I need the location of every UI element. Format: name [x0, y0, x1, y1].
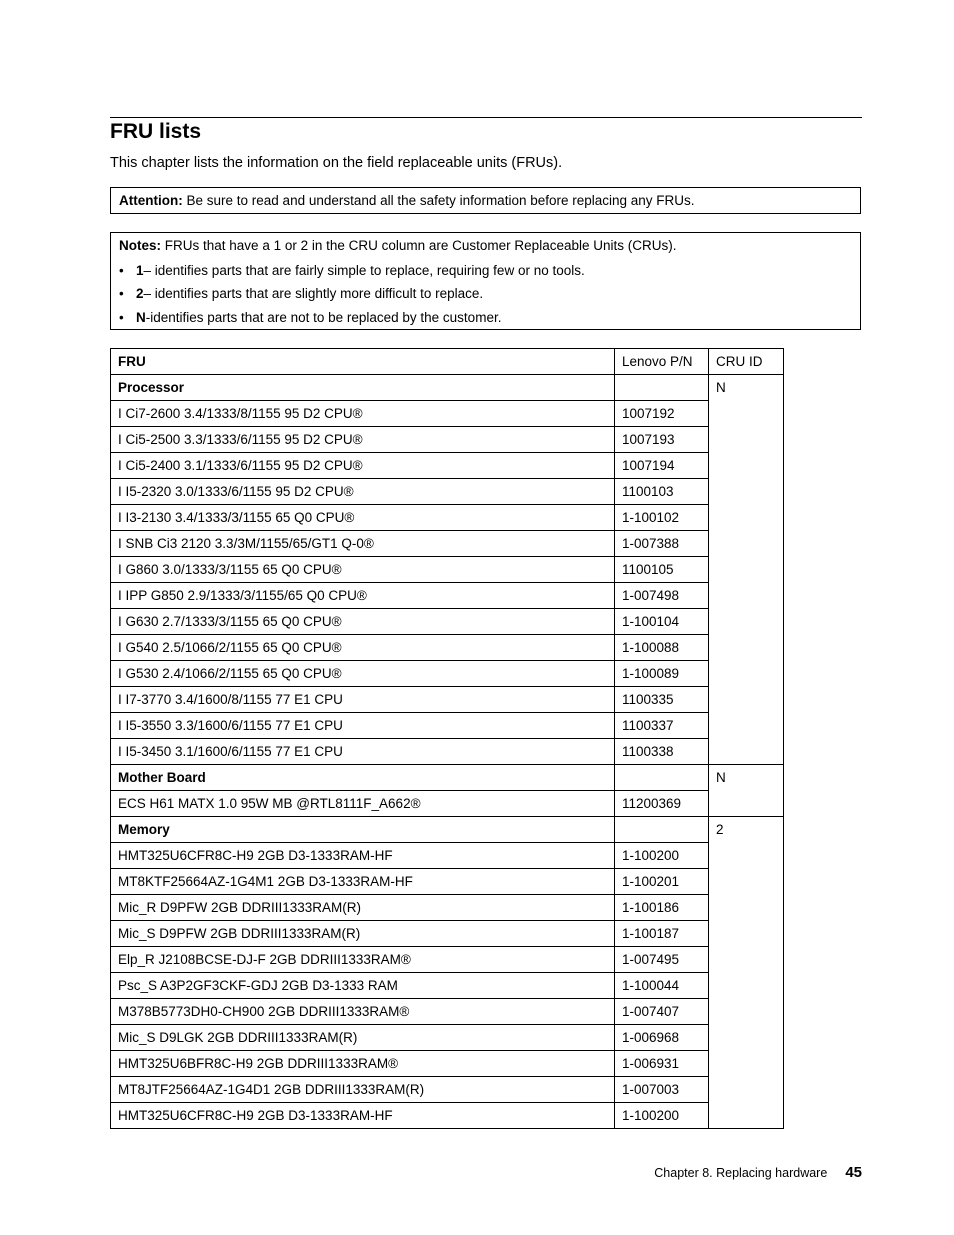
table-row — [111, 921, 784, 947]
lenovo-pn: 1100337 — [615, 713, 709, 739]
notes-bullet — [119, 286, 483, 301]
intro-text: This chapter lists the information on the field replaceable units (FRUs). — [110, 155, 563, 171]
fru-description: ECS H61 MATX 1.0 95W MB @RTL8111F_A662® — [111, 791, 615, 817]
fru-table-body — [111, 375, 784, 1129]
category-name: Memory — [111, 817, 615, 843]
fru-description: M378B5773DH0-CH900 2GB DDRIII1333RAM® — [111, 999, 615, 1025]
table-row — [111, 1051, 784, 1077]
table-row — [111, 999, 784, 1025]
header-cru: CRU ID — [709, 349, 784, 375]
lenovo-pn: 1-100104 — [615, 609, 709, 635]
table-row — [111, 973, 784, 999]
fru-description: I I5-3450 3.1/1600/6/1155 77 E1 CPU — [111, 739, 615, 765]
cru-id: 2 — [709, 817, 784, 1129]
table-row — [111, 609, 784, 635]
bullet-text: – identifies parts that are slightly more difficult to replace. — [143, 286, 484, 301]
table-category-row — [111, 765, 784, 791]
lenovo-pn: 1007194 — [615, 453, 709, 479]
category-pn — [615, 817, 709, 843]
lenovo-pn: 1-007498 — [615, 583, 709, 609]
table-row — [111, 531, 784, 557]
table-row — [111, 947, 784, 973]
lenovo-pn: 1100338 — [615, 739, 709, 765]
lenovo-pn: 1-100088 — [615, 635, 709, 661]
attention-box — [110, 187, 861, 214]
category-name: Processor — [111, 375, 615, 401]
fru-description: HMT325U6BFR8C-H9 2GB DDRIII1333RAM® — [111, 1051, 615, 1077]
lenovo-pn: 1-006931 — [615, 1051, 709, 1077]
notes-line — [119, 238, 676, 253]
lenovo-pn: 1007192 — [615, 401, 709, 427]
table-row — [111, 895, 784, 921]
fru-description: I G530 2.4/1066/2/1155 65 Q0 CPU® — [111, 661, 615, 687]
category-pn — [615, 375, 709, 401]
table-row — [111, 713, 784, 739]
fru-description: HMT325U6CFR8C-H9 2GB D3-1333RAM-HF — [111, 1103, 615, 1129]
table-row — [111, 739, 784, 765]
fru-description: I G540 2.5/1066/2/1155 65 Q0 CPU® — [111, 635, 615, 661]
table-row — [111, 635, 784, 661]
table-row — [111, 557, 784, 583]
fru-description: HMT325U6CFR8C-H9 2GB D3-1333RAM-HF — [111, 843, 615, 869]
fru-description: I G860 3.0/1333/3/1155 65 Q0 CPU® — [111, 557, 615, 583]
category-name: Mother Board — [111, 765, 615, 791]
fru-description: MT8JTF25664AZ-1G4D1 2GB DDRIII1333RAM(R) — [111, 1077, 615, 1103]
table-row — [111, 401, 784, 427]
fru-description: Elp_R J2108BCSE-DJ-F 2GB DDRIII1333RAM® — [111, 947, 615, 973]
table-row — [111, 791, 784, 817]
lenovo-pn: 1-100089 — [615, 661, 709, 687]
attention-label: Attention: — [119, 193, 183, 208]
fru-description: I G630 2.7/1333/3/1155 65 Q0 CPU® — [111, 609, 615, 635]
bullet-icon: • — [119, 286, 124, 301]
table-row — [111, 427, 784, 453]
fru-description: I I5-2320 3.0/1333/6/1155 95 D2 CPU® — [111, 479, 615, 505]
lenovo-pn: 1-007407 — [615, 999, 709, 1025]
bullet-key: N — [136, 310, 146, 325]
lenovo-pn: 1-100044 — [615, 973, 709, 999]
lenovo-pn: 1-007495 — [615, 947, 709, 973]
lenovo-pn: 1100103 — [615, 479, 709, 505]
attention-text: Be sure to read and understand all the safety information before replacing any FRUs. — [186, 193, 695, 208]
lenovo-pn: 1-100201 — [615, 869, 709, 895]
cru-id: N — [709, 765, 784, 817]
table-row — [111, 453, 784, 479]
page-footer — [654, 1164, 862, 1181]
header-fru: FRU — [111, 349, 615, 375]
lenovo-pn: 1-100187 — [615, 921, 709, 947]
fru-description: I Ci5-2500 3.3/1333/6/1155 95 D2 CPU® — [111, 427, 615, 453]
fru-description: I SNB Ci3 2120 3.3/3M/1155/65/GT1 Q-0® — [111, 531, 615, 557]
bullet-text: – identifies parts that are fairly simple to replace, requiring few or no tools. — [143, 263, 585, 278]
bullet-key: 2 — [136, 286, 144, 301]
category-pn — [615, 765, 709, 791]
lenovo-pn: 1007193 — [615, 427, 709, 453]
fru-description: Mic_S D9PFW 2GB DDRIII1333RAM(R) — [111, 921, 615, 947]
fru-description: I I7-3770 3.4/1600/8/1155 77 E1 CPU — [111, 687, 615, 713]
table-row — [111, 583, 784, 609]
title-rule — [110, 117, 862, 118]
table-row — [111, 479, 784, 505]
lenovo-pn: 1-007003 — [615, 1077, 709, 1103]
fru-description: Mic_R D9PFW 2GB DDRIII1333RAM(R) — [111, 895, 615, 921]
lenovo-pn: 1-007388 — [615, 531, 709, 557]
notes-bullet — [119, 263, 585, 278]
bullet-icon: • — [119, 310, 124, 325]
footer-chapter: Chapter 8. Replacing hardware — [654, 1166, 828, 1180]
table-category-row — [111, 817, 784, 843]
lenovo-pn: 1-100186 — [615, 895, 709, 921]
lenovo-pn: 1-100200 — [615, 1103, 709, 1129]
table-row — [111, 1025, 784, 1051]
lenovo-pn: 1100105 — [615, 557, 709, 583]
table-row — [111, 1103, 784, 1129]
fru-description: I I5-3550 3.3/1600/6/1155 77 E1 CPU — [111, 713, 615, 739]
bullet-key: 1 — [136, 263, 144, 278]
lenovo-pn: 1-006968 — [615, 1025, 709, 1051]
fru-description: I I3-2130 3.4/1333/3/1155 65 Q0 CPU® — [111, 505, 615, 531]
bullet-text: -identifies parts that are not to be replaced by the customer. — [145, 310, 502, 325]
attention-line — [119, 193, 695, 208]
cru-id: N — [709, 375, 784, 765]
fru-description: Mic_S D9LGK 2GB DDRIII1333RAM(R) — [111, 1025, 615, 1051]
table-header-row — [111, 349, 784, 375]
table-row — [111, 843, 784, 869]
page-number: 45 — [845, 1164, 862, 1181]
lenovo-pn: 11200369 — [615, 791, 709, 817]
notes-label: Notes: — [119, 238, 162, 253]
bullet-icon: • — [119, 263, 124, 278]
table-category-row — [111, 375, 784, 401]
fru-description: I Ci7-2600 3.4/1333/8/1155 95 D2 CPU® — [111, 401, 615, 427]
table-row — [111, 661, 784, 687]
table-row — [111, 505, 784, 531]
fru-description: I Ci5-2400 3.1/1333/6/1155 95 D2 CPU® — [111, 453, 615, 479]
lenovo-pn: 1-100102 — [615, 505, 709, 531]
table-row — [111, 869, 784, 895]
fru-description: MT8KTF25664AZ-1G4M1 2GB D3-1333RAM-HF — [111, 869, 615, 895]
fru-description: I IPP G850 2.9/1333/3/1155/65 Q0 CPU® — [111, 583, 615, 609]
fru-table — [110, 348, 784, 1129]
lenovo-pn: 1-100200 — [615, 843, 709, 869]
notes-bullet — [119, 310, 501, 325]
page-title: FRU lists — [110, 120, 202, 143]
header-pn: Lenovo P/N — [615, 349, 709, 375]
notes-text: FRUs that have a 1 or 2 in the CRU column are Customer Replaceable Units (CRUs). — [164, 238, 677, 253]
table-row — [111, 687, 784, 713]
fru-description: Psc_S A3P2GF3CKF-GDJ 2GB D3-1333 RAM — [111, 973, 615, 999]
lenovo-pn: 1100335 — [615, 687, 709, 713]
table-row — [111, 1077, 784, 1103]
notes-box — [110, 232, 861, 330]
